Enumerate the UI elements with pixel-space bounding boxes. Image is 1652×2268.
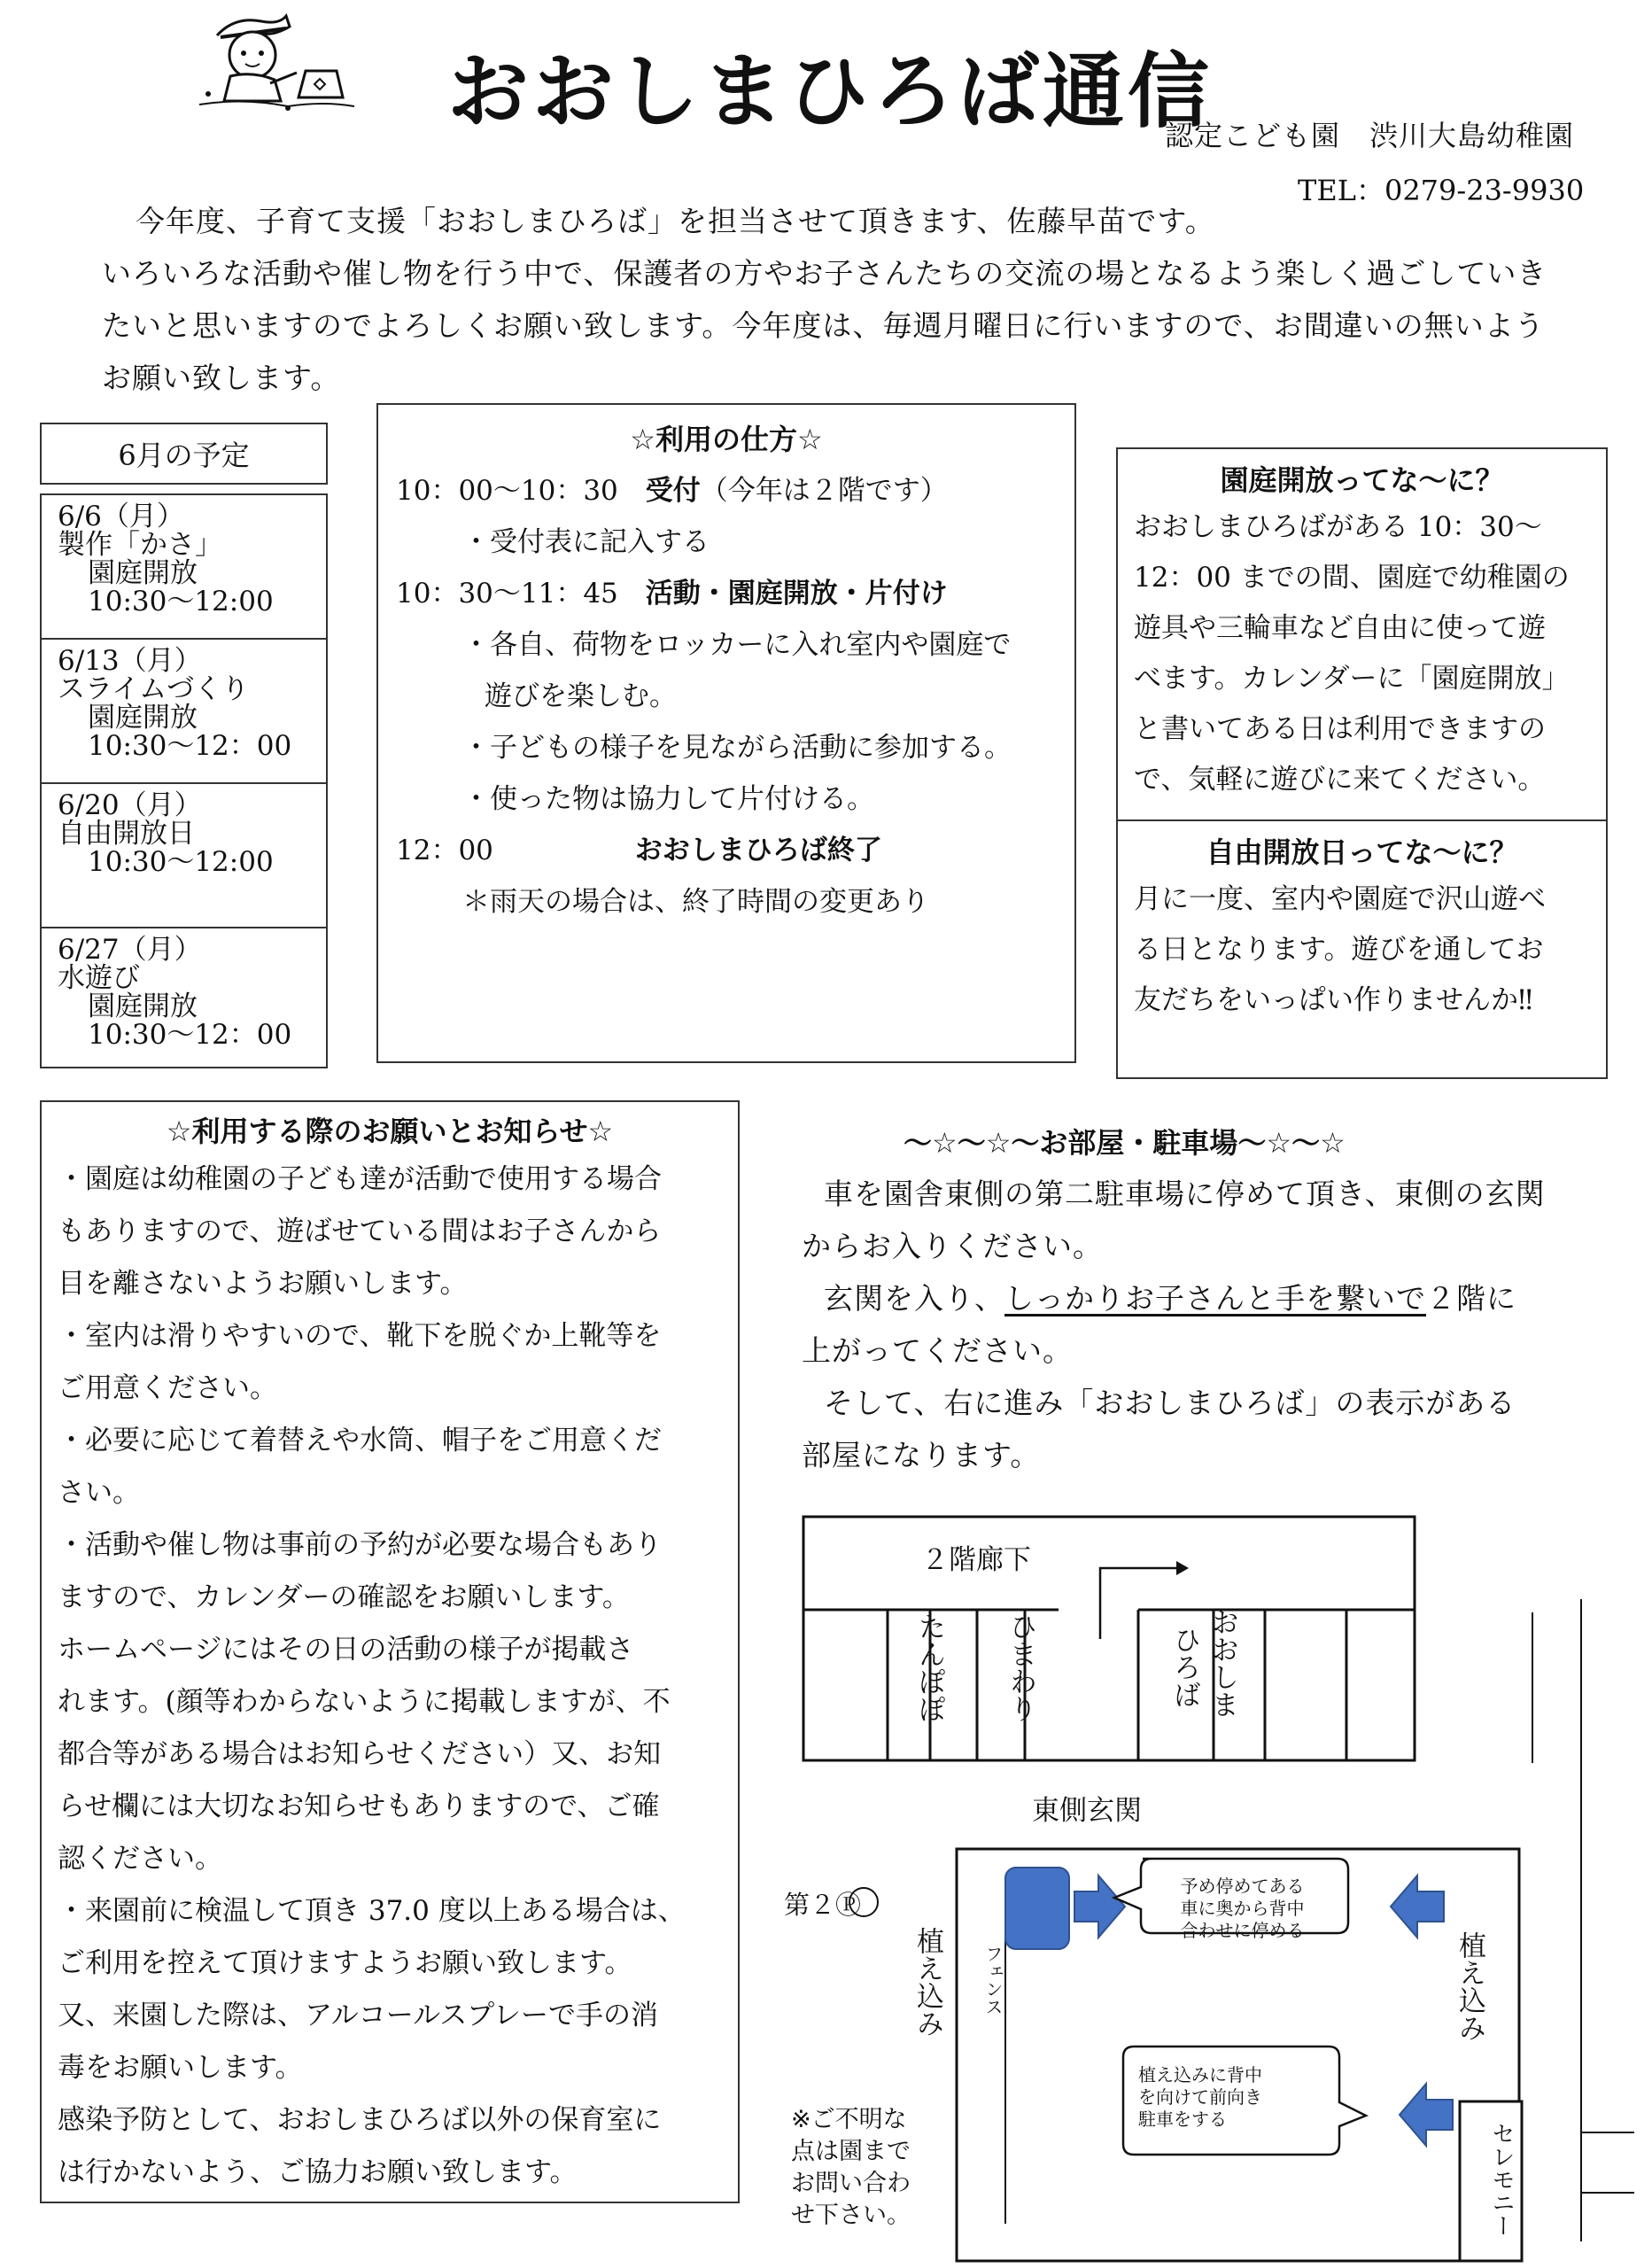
usage-time: 10：30～11：45 [396, 578, 618, 610]
usage-step: ・使った物は協力して片付ける。 [462, 783, 874, 815]
faq-line: 月に一度、室内や園庭で沢山遊べ [1134, 883, 1546, 915]
intro-line: いろいろな活動や催し物を行う中で、保護者の方やお子さんたちの交流の場となるよう楽しく過ごしていき [102, 256, 1547, 291]
parking-line: 車を園舎東側の第二駐車場に停めて頂き、東側の玄関 [824, 1177, 1546, 1211]
schedule-sub: 園庭開放 [88, 990, 198, 1022]
notice-line: もありますので、遊ばせている間はお子さんから [58, 1216, 662, 1247]
parking-line: 上がってください。 [802, 1333, 1073, 1368]
intro-line: 今年度、子育て支援「おおしまひろば」を担当させて頂きます、佐藤早苗です。 [136, 204, 1215, 238]
child-mascot-illustration [182, 9, 359, 115]
contact-line: 点は園まで [791, 2138, 911, 2165]
schedule-item [40, 927, 328, 1068]
contact-line: ※ご不明な [791, 2106, 907, 2133]
parking-heading: ～☆～☆～お部屋・駐車場～☆～☆ [904, 1126, 1346, 1160]
usage-time: 12：00 [396, 835, 493, 866]
usage-step: ＊雨天の場合は、終了時間の変更あり [462, 886, 929, 918]
usage-step: ・各自、荷物をロッカーに入れ室内や園庭で [462, 629, 1012, 661]
notice-line: さい。 [58, 1477, 140, 1509]
usage-time: 10：00～10：30 [396, 475, 618, 507]
schedule-sub: 園庭開放 [88, 702, 198, 734]
schedule-date: 6/6（月） [58, 501, 184, 532]
usage-label: おおしまひろば終了 [634, 835, 882, 866]
schedule-time: 10:30～12：00 [88, 730, 292, 762]
faq-line: で、気軽に遊びに来てください。 [1134, 764, 1546, 796]
parking-line: からお入りください。 [802, 1229, 1103, 1263]
usage-step: ・子どもの様子を見ながら活動に参加する。 [462, 732, 1012, 764]
notice-line: ・園庭は幼稚園の子ども達が活動で使用する場合 [58, 1163, 662, 1195]
schedule-time: 10:30～12：00 [88, 1019, 292, 1051]
phone-number: TEL：0279-23-9930 [1298, 174, 1585, 207]
schedule-event: 水遊び [58, 962, 140, 994]
parking-directions [802, 1168, 1599, 1481]
faq-line: 遊具や三輪車など自由に使って遊 [1134, 612, 1546, 644]
newsletter-title: おおしまひろば通信 [447, 44, 1214, 139]
intro-paragraph [102, 195, 1572, 404]
callout-line: 車に奥から背中 [1180, 1898, 1305, 1919]
notice-line: ・室内は滑りやすいので、靴下を脱ぐか上靴等を [58, 1320, 662, 1352]
schedule-event: 製作「かさ」 [58, 529, 222, 561]
contact-note [791, 2104, 911, 2232]
usage-box [376, 403, 1076, 1063]
schedule-item [40, 782, 328, 928]
room-himawari: ひまわり [1004, 1612, 1036, 1722]
notice-line: ホームページにはその日の活動の様子が掲載さ [58, 1634, 634, 1666]
faq-line: おおしまひろばがある 10：30～ [1134, 511, 1542, 543]
faq-line: べます。カレンダーに「園庭開放」 [1134, 663, 1570, 695]
notice-line: ますので、カレンダーの確認をお願いします。 [58, 1581, 630, 1613]
notice-line: 毒をお願いします。 [58, 2052, 303, 2084]
notice-line: 感染予防として、おおしまひろば以外の保育室に [58, 2104, 662, 2136]
parking-lot-2-label: 第２Ⓟ [784, 1890, 862, 1920]
usage-label: 受付 [645, 475, 701, 507]
notice-line: 又、来園した際は、アルコールスプレーで手の消 [58, 2000, 658, 2031]
schedule-date: 6/20（月） [58, 789, 202, 821]
parking-line: 部屋になります。 [802, 1438, 1041, 1472]
schedule-item [40, 638, 328, 784]
schedule-date: 6/13（月） [58, 645, 202, 677]
faq-free-day-box [1116, 819, 1608, 1079]
usage-label: 活動・園庭開放・片付け [645, 578, 948, 610]
notice-heading: ☆利用する際のお願いとお知らせ☆ [166, 1115, 614, 1148]
fence-label: フェンス [982, 1945, 1004, 2016]
intro-line: お願い致します。 [102, 361, 341, 395]
notice-line: 目を離さないようお願いします。 [58, 1268, 468, 1300]
callout-rear-parking [1143, 1876, 1342, 1942]
room-tanpopo: たんぽぽ [913, 1612, 945, 1722]
callout-line: 駐車をする [1138, 2109, 1227, 2130]
schedule-event: 自由開放日 [58, 818, 195, 850]
contact-line: せ下さい。 [791, 2202, 911, 2229]
planting-right-label: 植え込み [1454, 1931, 1485, 2041]
notice-line: ご利用を控えて頂けますようお願い致します。 [58, 1947, 632, 1979]
usage-step: ・受付表に記入する [462, 526, 710, 558]
notice-line: れます。(顔等わからないように掲載しますが、不 [58, 1686, 671, 1718]
usage-step: 遊びを楽しむ。 [485, 680, 677, 712]
parking-line: 玄関を入り、 [824, 1281, 1004, 1316]
notice-line: ご用意ください。 [58, 1372, 277, 1404]
callout-line: 予め停めてある [1180, 1876, 1305, 1897]
room-oshima-label: おおしま [1206, 1608, 1238, 1718]
callout-forward-parking [1138, 2064, 1324, 2131]
faq-line: 友だちをいっぱい作りませんか‼ [1134, 984, 1533, 1016]
faq-line: 12：00 までの間、園庭で幼稚園の [1134, 562, 1570, 594]
usage-note: （今年は２階です） [700, 475, 948, 507]
schedule-sub: 園庭開放 [88, 557, 198, 589]
parking-line: そして、右に進み「おおしまひろば」の表示がある [824, 1386, 1516, 1420]
faq-garden-box [1116, 447, 1608, 821]
notice-line: ・必要に応じて着替えや水筒、帽子をご用意くだ [58, 1425, 662, 1456]
callout-line: 植え込みに背中 [1138, 2064, 1262, 2085]
planting-left-label: 植え込み [911, 1927, 943, 2037]
notice-line: 認ください。 [58, 1843, 222, 1875]
faq-heading: 園庭開放ってな～に？ [1220, 463, 1504, 497]
ceremony-hall-label: セレモニー [1488, 2122, 1515, 2237]
faq-line: る日となります。遊びを通してお [1134, 934, 1544, 966]
schedule-item [40, 493, 328, 640]
underlined-phrase: しっかりお子さんと手を繋いで [1004, 1281, 1426, 1316]
callout-line: を向けて前向き [1138, 2086, 1262, 2108]
corridor-label: ２階廊下 [921, 1544, 1031, 1576]
faq-heading: 自由開放日ってな～に？ [1206, 835, 1518, 869]
notice-line: 都合等がある場合はお知らせください）又、お知 [58, 1738, 662, 1770]
east-entrance-label: 東側玄関 [1032, 1795, 1142, 1827]
notice-line: ・活動や催し物は事前の予約が必要な場合もあり [58, 1529, 662, 1561]
parking-line: ２階に [1426, 1281, 1516, 1316]
schedule-time: 10:30～12:00 [88, 586, 274, 617]
room-hiroba-label: ひろば [1168, 1626, 1200, 1708]
faq-line: と書いてある日は利用できますの [1134, 713, 1546, 745]
notice-box [40, 1100, 740, 2203]
schedule-time: 10:30～12:00 [88, 846, 274, 878]
notice-line: は行かないよう、ご協力お願い致します。 [58, 2156, 578, 2188]
kindergarten-name: 認定こども園 渋川大島幼稚園 [1165, 119, 1575, 152]
schedule-date: 6/27（月） [58, 934, 202, 966]
usage-heading: ☆利用の仕方☆ [630, 423, 823, 456]
notice-line: らせ欄には大切なお知らせもありますので、ご確 [58, 1790, 660, 1822]
schedule-event: スライムづくり [58, 673, 250, 705]
intro-line: たいと思いますのでよろしくお願い致します。今年度は、毎週月曜日に行いますので、お間違いの無いよう [102, 308, 1545, 343]
notice-line: ・来園前に検温して頂き 37.0 度以上ある場合は、 [58, 1895, 686, 1927]
callout-line: 合わせに停める [1180, 1920, 1305, 1941]
schedule-heading: 6月の予定 [40, 423, 328, 485]
contact-line: お問い合わ [791, 2170, 911, 2197]
